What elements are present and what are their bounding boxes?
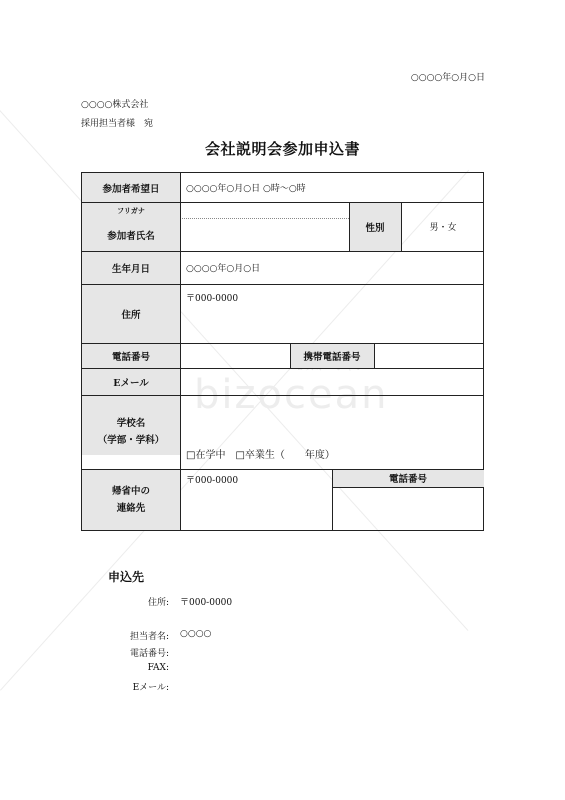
contact-address-field[interactable]: 〒000-0000 bbox=[186, 476, 239, 486]
recipient-addressee: 採用担当者様 宛 bbox=[81, 119, 154, 129]
submit-heading: 申込先 bbox=[108, 570, 145, 584]
submit-address-label: 住所: bbox=[147, 598, 169, 608]
contact-label-line-1: 帰省中の bbox=[111, 485, 150, 497]
school-label-line-2: （学部・学科） bbox=[97, 435, 165, 446]
phone-label: 電話番号 bbox=[111, 351, 150, 363]
submit-fax-label: FAX: bbox=[147, 663, 169, 673]
address-label: 住所 bbox=[121, 309, 141, 321]
page-title: 会社説明会参加申込書 bbox=[204, 140, 360, 158]
mobile-label: 携帯電話番号 bbox=[303, 351, 361, 363]
gender-label: 性別 bbox=[365, 222, 385, 234]
contact-label-line-2: 連絡先 bbox=[116, 502, 146, 514]
furigana-field[interactable] bbox=[181, 203, 348, 218]
name-field[interactable] bbox=[181, 219, 348, 251]
watermark-logo: bizocean bbox=[194, 372, 389, 418]
school-label-line-1: 学校名 bbox=[116, 418, 146, 429]
application-form-table bbox=[81, 172, 484, 531]
phone-field[interactable] bbox=[181, 344, 289, 368]
contact-phone-label: 電話番号 bbox=[388, 474, 427, 485]
recipient-company: ○○○○株式会社 bbox=[81, 100, 149, 110]
submit-person-value: ○○○○ bbox=[180, 629, 212, 639]
gender-field[interactable]: 男・女 bbox=[429, 223, 457, 233]
email-label: Eメール bbox=[113, 377, 149, 389]
submit-person-label: 担当者名: bbox=[129, 632, 169, 642]
furigana-label: フリガナ bbox=[117, 205, 145, 215]
mobile-field[interactable] bbox=[375, 344, 484, 368]
desired-date-label: 参加者希望日 bbox=[102, 183, 160, 195]
contact-label bbox=[82, 469, 180, 530]
birthdate-field[interactable]: ○○○○年○月○日 bbox=[186, 264, 261, 274]
submit-address-value: 〒000-0000 bbox=[180, 598, 233, 608]
birthdate-label: 生年月日 bbox=[111, 263, 150, 275]
email-field[interactable] bbox=[181, 369, 484, 395]
school-status-field[interactable]: □在学中 □卒業生（ 年度） bbox=[186, 450, 335, 461]
submit-email-label: Eメール: bbox=[132, 683, 169, 693]
address-field[interactable]: 〒000-0000 bbox=[186, 294, 239, 304]
name-label: 参加者氏名 bbox=[107, 230, 155, 242]
document-date: ○○○○年○月○日 bbox=[410, 73, 485, 83]
school-label bbox=[82, 395, 180, 469]
contact-phone-field[interactable] bbox=[333, 488, 484, 530]
desired-date-field[interactable]: ○○○○年○月○日 ○時～○時 bbox=[186, 184, 306, 194]
submit-phone-label: 電話番号: bbox=[129, 649, 169, 659]
